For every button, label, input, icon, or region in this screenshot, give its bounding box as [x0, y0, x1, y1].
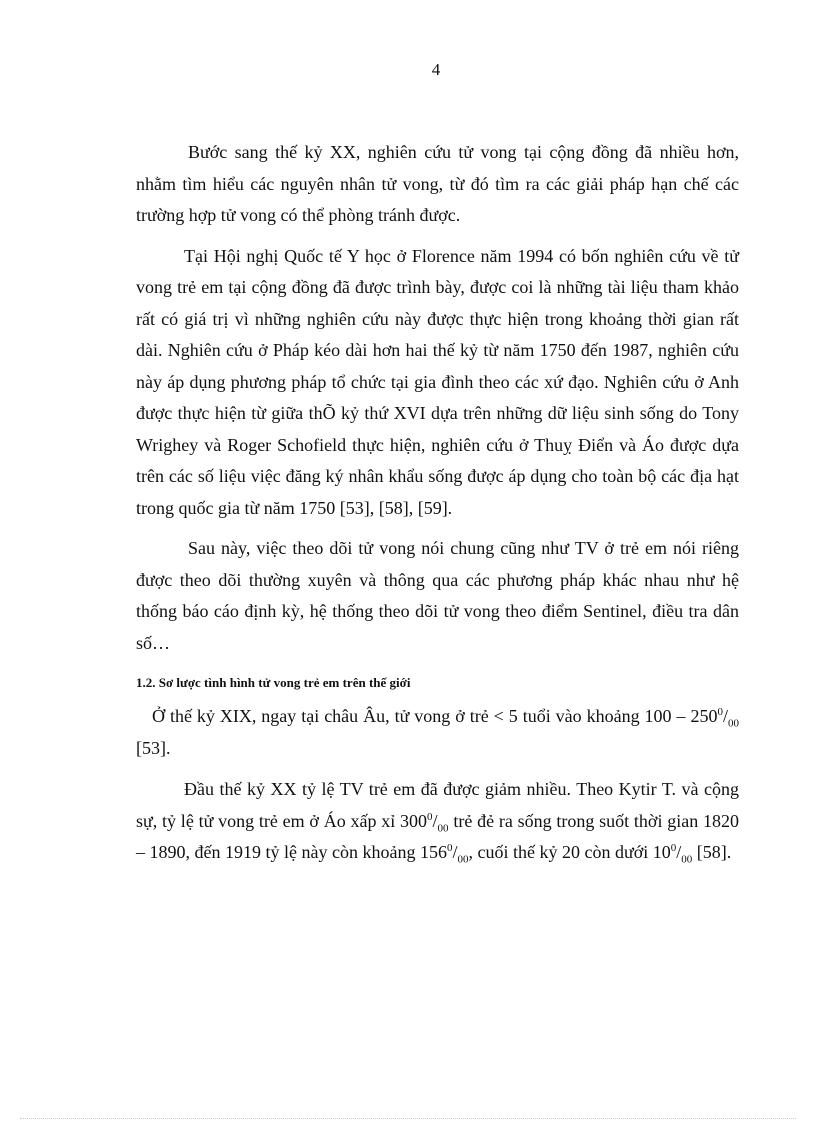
page-number: 4	[431, 60, 441, 79]
per-mille-subscript: 00	[728, 717, 739, 730]
per-mille-subscript-2: 00	[457, 853, 469, 866]
per-mille-slash-2: /	[452, 842, 458, 862]
per-mille-symbol-3	[670, 842, 693, 866]
per-mille-symbol-2	[446, 842, 469, 866]
document-body	[136, 137, 739, 869]
paragraph-text-part-1: Đầu thế kỷ XX tỷ lệ TV trẻ em đã được giảm nhiều. Theo Kytir T. và cộng sự, tỷ lệ tử vong trẻ em ở Áo xấp xỉ 300	[136, 779, 739, 831]
paragraph-20th-century-mortality	[136, 774, 739, 869]
per-mille-symbol-1	[427, 810, 449, 835]
paragraph-19th-century-mortality	[136, 701, 739, 764]
paragraph-text-part-4: [58].	[692, 842, 732, 862]
paragraph-text: Ở thế kỷ XIX, ngay tại châu Âu, tử vong ở trẻ < 5 tuổi vào khoảng 100 – 250	[152, 706, 718, 726]
per-mille-slash-3: /	[676, 842, 682, 862]
per-mille-superscript: 0	[717, 706, 723, 718]
paragraph-text-part-3: , cuối thế kỷ 20 còn dưới 10	[468, 842, 671, 862]
paragraph-monitoring-methods: Sau này, việc theo dõi tử vong nói chung cũng như TV ở trẻ em nói riêng được theo dõi thường xuyên và thông qua các phương pháp khác nhau như hệ thống báo cáo định kỳ, hệ thống theo dõi tử vong theo điểm Sentinel, điều tra dân số…	[136, 538, 739, 653]
paragraph-20th-century-research: Bước sang thế kỷ XX, nghiên cứu tử vong tại cộng đồng đã nhiều hơn, nhằm tìm hiểu các nguyên nhân tử vong, từ đó tìm ra các giải pháp hạn chế các trường hợp tử vong có thể phòng tránh được.	[136, 142, 739, 225]
per-mille-superscript-1: 0	[427, 810, 433, 823]
per-mille-superscript-3: 0	[670, 842, 677, 854]
per-mille-subscript-1: 00	[437, 822, 449, 835]
page-bottom-divider	[20, 1118, 796, 1119]
per-mille-slash: /	[722, 706, 728, 726]
paragraph-text-part-2: trẻ đẻ ra sống trong suốt thời gian 1820 – 1890, đến 1919 tỷ lệ này còn khoảng 156	[136, 810, 739, 862]
per-mille-symbol	[717, 706, 739, 730]
per-mille-subscript-3: 00	[681, 853, 693, 866]
per-mille-superscript-2: 0	[446, 842, 453, 854]
paragraph-florence-conference: Tại Hội nghị Quốc tế Y học ở Florence năm 1994 có bốn nghiên cứu về tử vong trẻ em tại cộng đồng đã được trình bày, được coi là những tài liệu tham khảo rất có giá trị vì những nghiên cứu này được thực hiện trong khoảng thời gian rất dài. Nghiên cứu ở Pháp kéo dài hơn hai thế kỷ từ năm 1750 đến 1987, nghiên cứu này áp dụng phương pháp tổ chức tại gia đình theo các xứ đạo. Nghiên cứu ở Anh được thực hiện từ giữa thÕ kỷ thứ XVI dựa trên những dữ liệu sinh sống do Tony Wrighey và Roger Schofield thực hiện, nghiên cứu ở Thuỵ Điển và Áo được dựa trên các số liệu việc đăng ký nhân khẩu sống được áp dụng cho toàn bộ các địa hạt trong quốc gia từ năm 1750 [53], [58], [59].	[136, 245, 739, 518]
citation-text: [53].	[136, 737, 171, 758]
per-mille-slash-1: /	[432, 810, 438, 831]
section-heading-1-2: 1.2. Sơ lược tình hình tử vong trẻ em trên thế giới	[136, 675, 411, 690]
